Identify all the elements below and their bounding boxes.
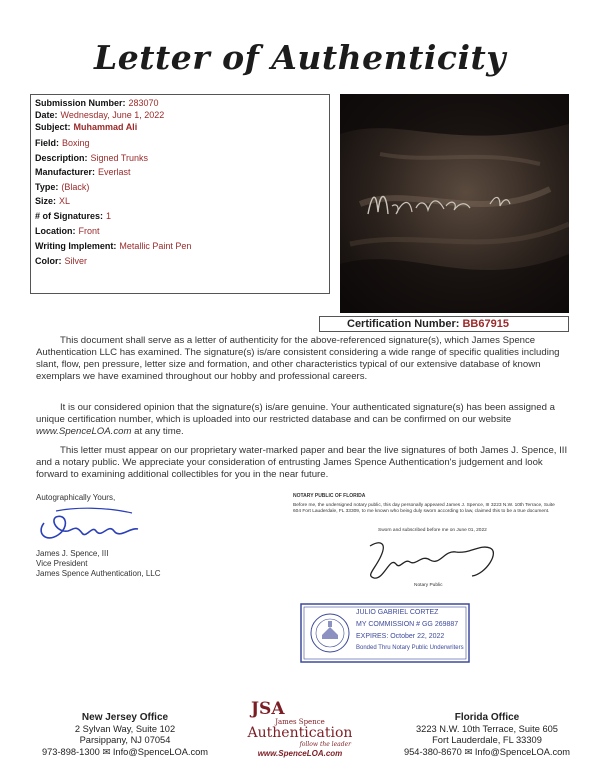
- jsa-logo: [237, 700, 363, 762]
- signer-company: James Spence Authentication, LLC: [36, 569, 161, 578]
- notary-public-label: Notary Public: [414, 583, 443, 588]
- notary-signature: [360, 536, 510, 584]
- notary-statement: Before me, the undersigned notary public, this day personally appeared James J. Spence, III 3223 N.W. 10th Terrace, Suite 604 Fort Lauderdale, FL 33309, to me known who being duly sworn according to law, claimed this to be a true document.: [293, 503, 555, 515]
- stamp-name: JULIO GABRIEL CORTEZ: [356, 609, 439, 616]
- signer-name: James J. Spence, III: [36, 549, 109, 558]
- field-size: Size: XL: [35, 196, 71, 206]
- field-writing-implement: Writing Implement: Metallic Paint Pen: [35, 241, 192, 251]
- field-number-of-signatures: # of Signatures: 1: [35, 211, 112, 221]
- logo-line2: Authentication: [247, 725, 353, 741]
- paragraph-opinion: It is our considered opinion that the signature(s) is/are genuine. Your authenticated signature(s) has been assigned a unique certification number, which is uploaded into our restricted database and can be confirmed on our website www.SpenceLOA.com at any time.: [36, 402, 555, 437]
- field-submission-number: Submission Number: 283070: [35, 98, 159, 108]
- signoff-block: [36, 493, 266, 579]
- document-title: Letter of Authenticity: [94, 38, 506, 77]
- envelope-icon: ✉: [464, 746, 473, 757]
- item-details-box: [30, 94, 330, 294]
- field-field: Field: Boxing: [35, 138, 90, 148]
- logo-mark: JSA: [251, 699, 285, 719]
- stamp-bonded: Bonded Thru Notary Public Underwriters: [356, 645, 464, 651]
- notary-stamp: [300, 603, 470, 663]
- field-type: Type: (Black): [35, 182, 90, 192]
- notary-sworn-date: Sworn and subscribed before me on June 01, 2022: [378, 528, 487, 533]
- logo-line1: James Spence: [275, 718, 325, 726]
- signed-item-photo: [340, 94, 569, 313]
- fl-email-link[interactable]: Info@SpenceLOA.com: [474, 746, 571, 757]
- paragraph-authenticity: This document shall serve as a letter of authenticity for the above-referenced signature(s), which James Spence Authentication LLC has examined. The signature(s) is/are consistent considering a wide range of specific qualities including slant, flow, pen pressure, letter size and formation, and other characteristics typical of our extensive database of known exemplars we have examined throughout our hobby and professional careers.: [36, 335, 560, 382]
- logo-tagline: follow the leader: [299, 741, 351, 748]
- envelope-icon: ✉: [102, 746, 111, 757]
- field-location: Location: Front: [35, 226, 100, 236]
- nj-office: New Jersey Office 2 Sylvan Way, Suite 102 Parsippany, NJ 07054 973-898-1300 ✉ Info@SpenceLOA.com: [41, 712, 209, 757]
- field-manufacturer: Manufacturer: Everlast: [35, 167, 131, 177]
- signer-role: Vice President: [36, 559, 88, 568]
- fabric-image: [340, 94, 569, 313]
- nj-email-link[interactable]: Info@SpenceLOA.com: [112, 746, 209, 757]
- logo-url[interactable]: www.SpenceLOA.com: [257, 749, 343, 758]
- website-link[interactable]: www.SpenceLOA.com: [36, 426, 132, 437]
- certification-number: Certification Number: BB67915: [319, 316, 569, 332]
- fl-office: Florida Office 3223 N.W. 10th Terrace, Suite 605 Fort Lauderdale, FL 33309 954-380-8670 ✉ Info@SpenceLOA.com: [403, 712, 571, 757]
- closing-text: Autographically Yours,: [36, 493, 116, 502]
- field-description: Description: Signed Trunks: [35, 153, 149, 163]
- stamp-commission: MY COMMISSION # GG 269887: [356, 621, 459, 628]
- spence-signature: [36, 503, 156, 547]
- stamp-expires: EXPIRES: October 22, 2022: [356, 633, 445, 640]
- field-color: Color: Silver: [35, 256, 88, 266]
- notary-block: [293, 493, 563, 516]
- paragraph-watermark: This letter must appear on our proprietary water-marked paper and bear the live signatures of both James J. Spence, III and a notary public. We appreciate your consideration of entrusting James Spence Authentication's judgement and look forward to examining additional collectibles for you in the near future.: [36, 445, 568, 480]
- notary-heading: NOTARY PUBLIC OF FLORIDA: [293, 493, 366, 499]
- field-subject: Subject: Muhammad Ali: [35, 122, 138, 132]
- field-date: Date: Wednesday, June 1, 2022: [35, 110, 165, 120]
